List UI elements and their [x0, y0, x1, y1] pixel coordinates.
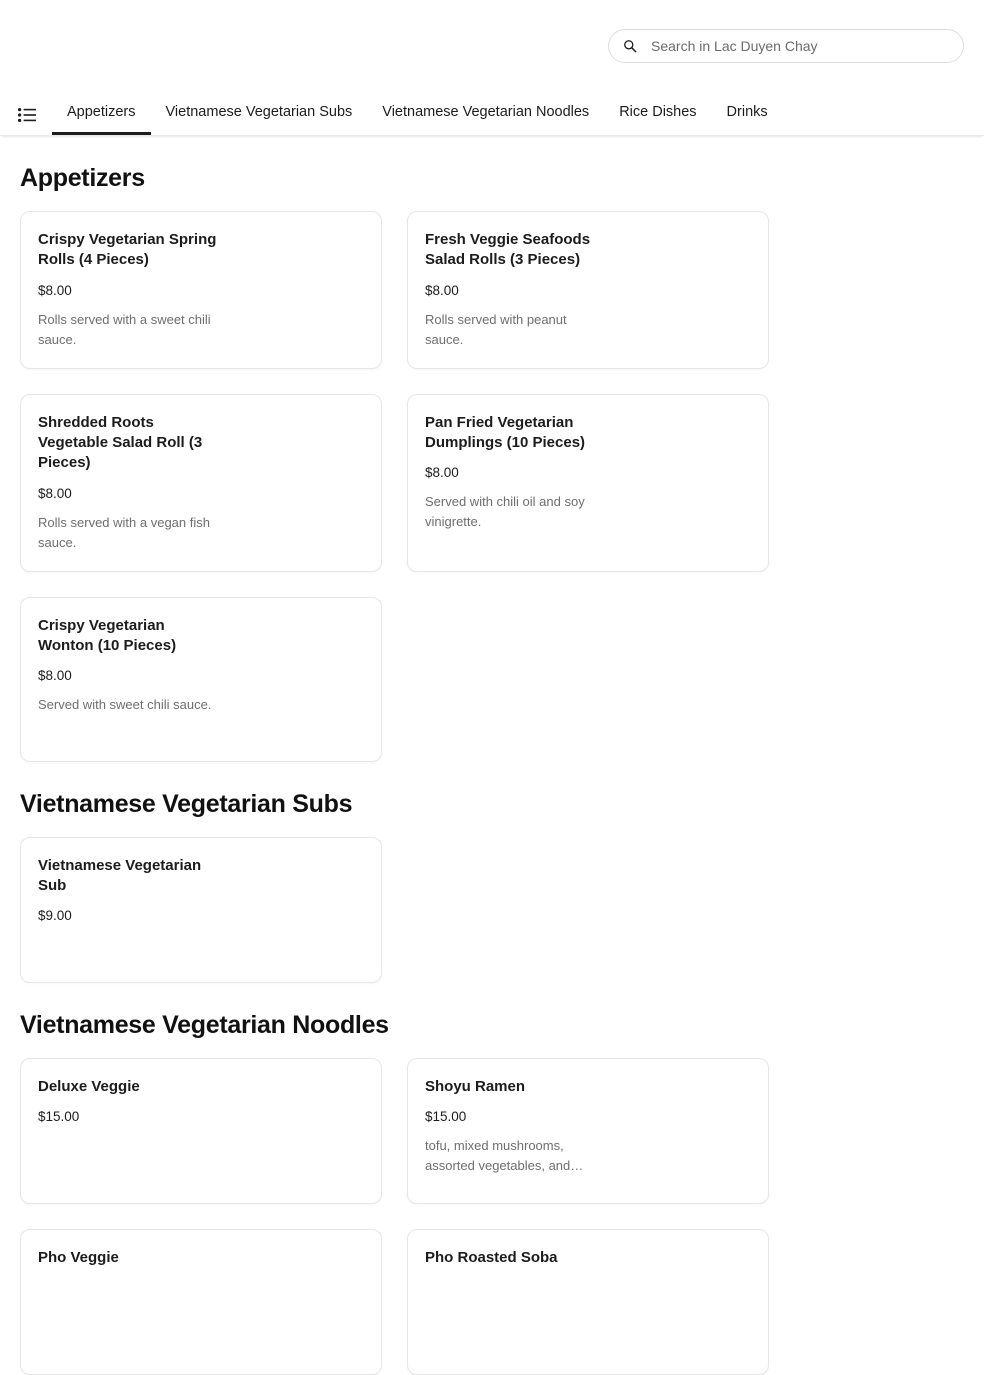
section-title-appetizers: Appetizers: [20, 164, 145, 192]
tab-list: [52, 92, 783, 135]
menu-item-name: Pho Veggie: [38, 1248, 119, 1266]
tab-vietnamese-vegetarian-noodles[interactable]: Vietnamese Vegetarian Noodles: [382, 103, 590, 120]
menu-item-price: $8.00: [425, 465, 459, 481]
menu-item-name: Shredded Roots Vegetable Salad Roll (3 Pieces): [38, 413, 203, 472]
tab-rice-dishes[interactable]: Rice Dishes: [619, 103, 697, 120]
menu-item-description: Served with sweet chili sauce.: [38, 697, 212, 713]
tab-drinks[interactable]: Drinks: [726, 103, 768, 120]
search-icon: [623, 39, 637, 53]
menu-item-card[interactable]: [407, 1229, 769, 1375]
menu-item-card[interactable]: [20, 211, 382, 369]
menu-item-card[interactable]: [20, 597, 382, 762]
menu-item-card[interactable]: [20, 394, 382, 572]
menu-item-name: Crispy Vegetarian Wonton (10 Pieces): [38, 616, 177, 655]
menu-item-name: Vietnamese Vegetarian Sub: [38, 856, 202, 895]
menu-item-price: $15.00: [425, 1109, 467, 1125]
menu-grid-vietnamese-vegetarian-noodles: [20, 1058, 964, 1375]
category-tabbar: [0, 92, 984, 136]
menu-grid-vietnamese-vegetarian-subs: [20, 837, 964, 983]
menu-item-price: $15.00: [38, 1109, 80, 1125]
menu-item-name: Deluxe Veggie: [38, 1077, 140, 1095]
search-bar-row: [0, 0, 984, 92]
list-icon[interactable]: [18, 108, 36, 122]
menu-item-price: $8.00: [38, 668, 72, 684]
tab-appetizers[interactable]: Appetizers: [52, 105, 151, 136]
menu-item-description: tofu, mixed mushrooms, assorted vegetables, and…: [425, 1138, 584, 1174]
menu-item-description: Rolls served with peanut sauce.: [425, 311, 567, 347]
menu-item-description: Rolls served with a sweet chili sauce.: [38, 311, 211, 347]
menu-item-name: Shoyu Ramen: [425, 1077, 526, 1095]
search-box[interactable]: [608, 29, 964, 63]
menu-item-card[interactable]: [407, 211, 769, 369]
menu-item-card[interactable]: [20, 1229, 382, 1375]
tab-vietnamese-vegetarian-subs[interactable]: Vietnamese Vegetarian Subs: [165, 103, 353, 120]
menu-content: [0, 164, 984, 1375]
menu-item-card[interactable]: [407, 1058, 769, 1204]
search-input[interactable]: [649, 37, 949, 55]
menu-item-name: Crispy Vegetarian Spring Rolls (4 Pieces): [38, 231, 217, 269]
menu-item-name: Pan Fried Vegetarian Dumplings (10 Pieces): [425, 413, 586, 452]
menu-item-price: $8.00: [38, 485, 72, 501]
menu-item-card[interactable]: [407, 394, 769, 572]
menu-grid-appetizers: [20, 211, 964, 762]
menu-item-name: Fresh Veggie Seafoods Salad Rolls (3 Pieces): [425, 231, 591, 269]
menu-item-price: $8.00: [38, 282, 72, 298]
menu-item-price: $8.00: [425, 282, 459, 298]
menu-item-card[interactable]: [20, 1058, 382, 1204]
menu-item-description: Rolls served with a vegan fish sauce.: [38, 514, 210, 550]
menu-item-price: $9.00: [38, 908, 72, 924]
section-title-vietnamese-vegetarian-subs: Vietnamese Vegetarian Subs: [20, 789, 353, 818]
menu-item-description: Served with chili oil and soy vinigrette.: [425, 494, 585, 530]
menu-item-name: Pho Roasted Soba: [425, 1248, 558, 1266]
menu-item-card[interactable]: [20, 837, 382, 983]
section-title-vietnamese-vegetarian-noodles: Vietnamese Vegetarian Noodles: [20, 1010, 389, 1039]
